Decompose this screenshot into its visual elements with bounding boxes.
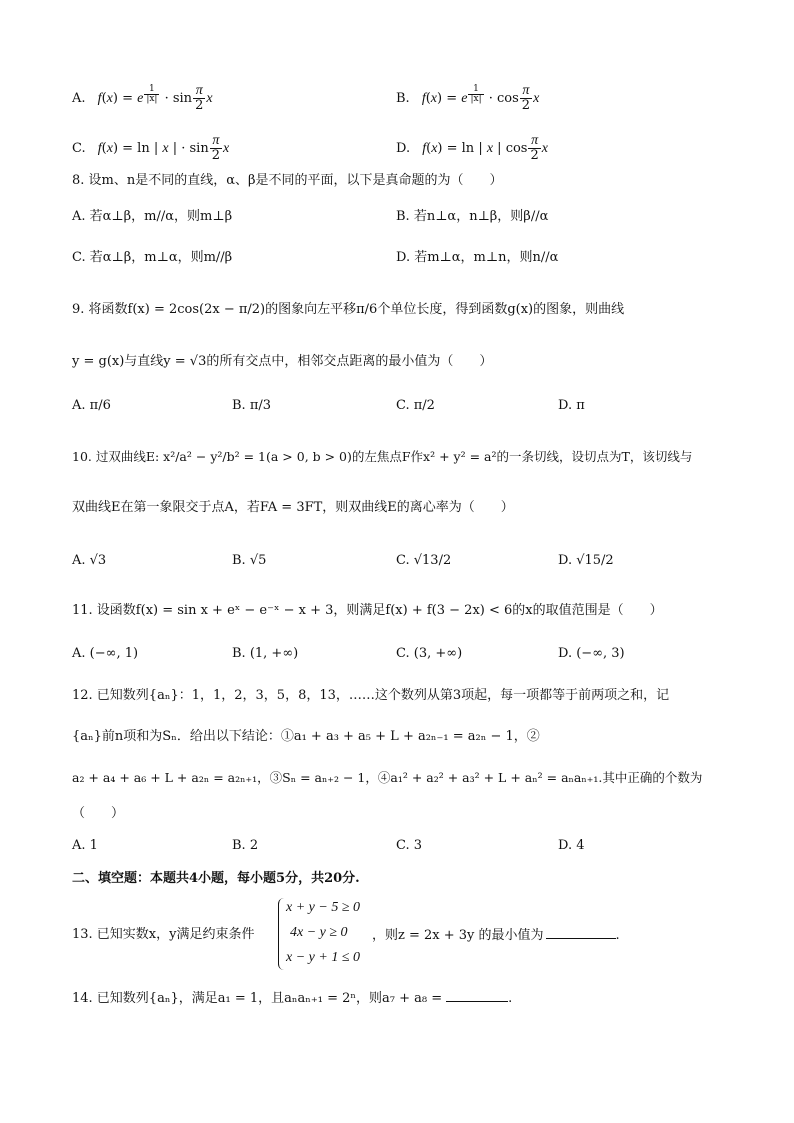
q10-stem-line2: 双曲线E在第一象限交于点A，若FA = 3FT，则双曲线E的离心率为（ ） [72,500,514,515]
q12-stem-line4: （ ） [72,806,125,821]
q14-stem-line [72,988,512,1009]
q13-end: . [615,928,620,943]
q7-option-c: C. f(x) = ln | x | · sin $\frac{\pi}{2}$ x [72,133,230,163]
q13-constraint-2: 4x − y ≥ 0 [290,925,348,940]
q11-option-a: A. (−∞, 1) [72,646,139,661]
q9-stem-line1: 9. 将函数f(x) = 2cos(2x − π/2)的图象向左平移π/6个单位长度，得到函数g(x)的图象，则曲线 [72,302,625,317]
q12-option-c: C. 3 [396,838,423,853]
q12-option-d: D. 4 [558,838,585,853]
q12-stem-line2: {aₙ}前n项和为Sₙ．给出以下结论：①a₁ + a₃ + a₅ + L + a₂ₙ₋₁ = a₂ₙ − 1，② [72,729,540,744]
q13-stem-post-text: ，则z = 2x + 3y 的最小值为 [372,928,544,943]
q9-option-d: D. π [558,398,585,413]
q11-option-d: D. (−∞, 3) [558,646,625,661]
q8-stem: 8. 设m、n是不同的直线，α、β是不同的平面，以下是真命题的为（ ） [72,173,503,188]
q11-option-b: B. (1, +∞) [232,646,299,661]
section-2-heading: 二、填空题：本题共4小题，每小题5分，共20分. [72,871,360,886]
q8-option-d: D. 若m⊥α，m⊥n，则n//α [396,250,559,265]
q8-option-b: B. 若n⊥α，n⊥β，则β//α [396,209,549,224]
q13-answer-blank[interactable] [546,925,616,939]
q13-stem-pre: 13. 已知实数x，y满足约束条件 [72,927,255,942]
q13-constraint-3: x − y + 1 ≤ 0 [286,950,361,965]
q10-option-a: A. √3 [72,553,107,568]
q12-stem-line1: 12. 已知数列{aₙ}：1，1，2，3，5，8，13，……这个数列从第3项起，每一项都等于前两项之和，记 [72,688,670,703]
q12-option-a: A. 1 [72,838,98,853]
q10-option-c: C. √13/2 [396,553,452,568]
q9-option-a: A. π/6 [72,398,111,413]
q12-option-b: B. 2 [232,838,259,853]
q10-option-d: D. √15/2 [558,553,614,568]
q12-stem-line3: a₂ + a₄ + a₆ + L + a₂ₙ = a₂ₙ₊₁，③Sₙ = aₙ₊₂ − 1，④a₁² + a₂² + a₃² + L + aₙ² = aₙaₙ₊₁.其中正确的个数为 [72,770,703,785]
q7-option-d: D. f(x) = ln | x | cos $\frac{\pi}{2}$ x [396,133,548,163]
q8-option-a: A. 若α⊥β，m//α，则m⊥β [72,209,233,224]
q11-stem: 11. 设函数f(x) = sin x + eˣ − e⁻ˣ − x + 3，则满足f(x) + f(3 − 2x) < 6的x的取值范围是（ ） [72,603,663,618]
q9-option-c: C. π/2 [396,398,435,413]
q7-option-b: B. f(x) = e $^{\frac{1}{|x|}}$ · cos $\frac{\pi}{2}$ x [396,83,540,113]
q8-option-c: C. 若α⊥β，m⊥α，则m//β [72,250,233,265]
q13-constraint-1: x + y − 5 ≥ 0 [286,900,361,915]
q10-stem-line1: 10. 过双曲线E: x²/a² − y²/b² = 1(a > 0, b > 0)的左焦点F作x² + y² = a²的一条切线，设切点为T，该切线与 [72,449,693,464]
q10-option-b: B. √5 [232,553,267,568]
q7-option-a: A. f(x) = e $^{\frac{1}{|x|}}$ · sin $\frac{\pi}{2}$ x [72,83,213,113]
q9-stem-line2: y = g(x)与直线y = √3的所有交点中，相邻交点距离的最小值为（ ） [72,354,493,369]
q11-option-c: C. (3, +∞) [396,646,463,661]
q14-answer-blank[interactable] [446,988,508,1002]
q14-stem-text: 14. 已知数列{aₙ}，满足a₁ = 1，且aₙaₙ₊₁ = 2ⁿ，则a₇ + a₈ = [72,991,443,1006]
q14-end: . [508,991,513,1006]
q9-option-b: B. π/3 [232,398,272,413]
q13-stem-post [372,925,620,946]
